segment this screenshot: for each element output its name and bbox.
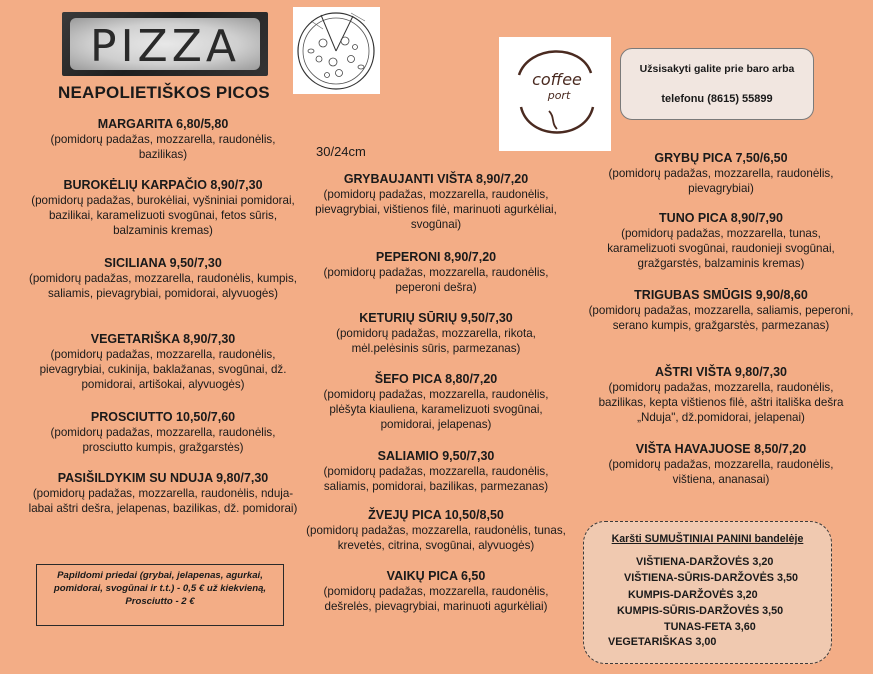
- panini-item: VEGETARIŠKAS 3,00: [608, 636, 717, 648]
- menu-item-siciliana: [28, 256, 298, 301]
- menu-item-pasisildykim-su-nduja: [28, 471, 298, 516]
- menu-item-desc: (pomidorų padažas, mozzarella, raudonėlis, bazilikas): [50, 133, 276, 161]
- extras-line: Prosciutto - 2 €: [125, 596, 195, 607]
- menu-item-desc: (pomidorų padažas, mozzarella, raudonėlis, pievagrybiai, cukinija, baklažanas, svogūnai, dž. pomidorai, artišokai, alyvuogės): [39, 348, 287, 391]
- menu-item-name: GRYBŲ PICA 7,50/6,50: [654, 151, 788, 165]
- menu-item-desc: (pomidorų padažas, mozzarella, saliamis, peperoni, serano kumpis, gražgarstės, parmezanas): [588, 304, 854, 332]
- menu-item-name: ŽVEJŲ PICA 10,50/8,50: [368, 508, 504, 522]
- menu-item-trigubas-smugis: [586, 288, 856, 333]
- order-info-box: [620, 48, 814, 120]
- menu-item-desc: (pomidorų padažas, mozzarella, raudonėlis, plėšyta kiauliena, karamelizuoti svogūnai, pomidorai, jelapenas): [323, 388, 549, 431]
- menu-item-desc: (pomidorų padažas, mozzarella, tunas, karamelizuoti svogūnai, raudonieji svogūnai, gražgarstės, balzaminis kremas): [607, 227, 835, 270]
- menu-item-name: TUNO PICA 8,90/7,90: [659, 211, 783, 225]
- panini-item: TUNAS-FETA 3,60: [664, 621, 756, 633]
- pizza-sketch-image: [293, 7, 380, 94]
- extras-line: Papildomi priedai (grybai, jelapenas, agurkai,: [57, 570, 263, 581]
- menu-item-name: MARGARITA 6,80/5,80: [97, 117, 229, 131]
- menu-item-sefo-pica: [306, 372, 566, 432]
- menu-item-name: ŠEFO PICA 8,80/7,20: [374, 372, 498, 386]
- size-note: 30/24cm: [316, 144, 366, 159]
- menu-item-vegetariska: [28, 332, 298, 392]
- menu-item-name: VAIKŲ PICA 6,50: [386, 569, 486, 583]
- panini-box: [583, 521, 832, 664]
- panini-item: VIŠTIENA-SŪRIS-DARŽOVĖS 3,50: [624, 572, 798, 584]
- menu-item-grybu-pica: [586, 151, 856, 196]
- menu-item-name: PASIŠILDYKIM SU NDUJA 9,80/7,30: [57, 471, 269, 485]
- menu-item-tuno-pica: [586, 211, 856, 271]
- menu-item-desc: (pomidorų padažas, mozzarella, raudonėlis, vištiena, ananasai): [608, 458, 834, 486]
- menu-item-keturiu-suriu: [306, 311, 566, 356]
- menu-item-margarita: [28, 117, 298, 162]
- extras-box: [36, 564, 284, 626]
- extras-line: pomidorai, svogūnai ir t.t.) - 0,5 € už kiekvieną,: [53, 583, 267, 594]
- menu-item-zveju-pica: [306, 508, 566, 553]
- menu-item-name: PEPERONI 8,90/7,20: [375, 250, 497, 264]
- section-title: NEAPOLIETIŠKOS PICOS: [58, 83, 270, 102]
- coffee-logo-word: coffee: [532, 70, 582, 89]
- order-info-line1: Užsisakyti galite prie baro arba: [639, 63, 795, 75]
- pizza-logo: [62, 12, 268, 76]
- menu-item-burokeliu-karpacio: [28, 178, 298, 238]
- menu-item-desc: (pomidorų padažas, mozzarella, raudonėlis, pievagrybiai, vištienos filė, marinuoti agurkėliai, svogūnai): [315, 188, 557, 231]
- menu-item-desc: (pomidorų padažas, mozzarella, raudonėlis, kumpis, saliamis, pievagrybiai, pomidorai, alyvuogės): [28, 272, 298, 300]
- panini-item: KUMPIS-DARŽOVĖS 3,20: [628, 589, 758, 601]
- panini-title: Karšti SUMUŠTINIAI PANINI bandelėje: [611, 533, 804, 545]
- pizza-logo-text: PIZZA: [90, 21, 240, 72]
- menu-item-name: VEGETARIŠKA 8,90/7,30: [90, 332, 236, 346]
- menu-item-vaiku-pica: [306, 569, 566, 614]
- menu-item-name: AŠTRI VIŠTA 9,80/7,30: [655, 365, 787, 379]
- menu-item-desc: (pomidorų padažas, mozzarella, raudonėlis, nduja-labai aštri dešra, jelapenas, bazilikas, dž. pomidorai): [28, 487, 298, 515]
- panini-item: KUMPIS-SŪRIS-DARŽOVĖS 3,50: [617, 605, 784, 617]
- menu-item-name: GRYBAUJANTI VIŠTA 8,90/7,20: [343, 172, 529, 186]
- menu-item-desc: (pomidorų padažas, mozzarella, raudonėlis, tunas, krevetės, citrina, svogūnai, alyvuogės): [306, 524, 566, 552]
- menu-item-saliamio: [306, 449, 566, 494]
- menu-item-name: VIŠTA HAVAJUOSE 8,50/7,20: [635, 442, 807, 456]
- menu-item-desc: (pomidorų padažas, mozzarella, raudonėlis, bazilikas, kepta vištienos filė, aštri itališka dešra „Nduja", dž.pomidorai, jelapenai): [598, 381, 844, 424]
- menu-item-name: KETURIŲ SŪRIŲ 9,50/7,30: [359, 311, 513, 325]
- menu-item-peperoni: [306, 250, 566, 295]
- menu-item-name: BUROKĖLIŲ KARPAČIO 8,90/7,30: [63, 178, 263, 192]
- panini-item: VIŠTIENA-DARŽOVĖS 3,20: [636, 556, 774, 568]
- menu-item-desc: (pomidorų padažas, mozzarella, raudonėlis, pievagrybiai): [608, 167, 834, 195]
- coffee-port-logo: [499, 37, 611, 151]
- menu-item-desc: (pomidorų padažas, mozzarella, raudonėlis, dešrelės, pievagrybiai, marinuoti agurkėliai): [323, 585, 549, 613]
- menu-item-name: PROSCIUTTO 10,50/7,60: [90, 410, 236, 424]
- menu-item-desc: (pomidorų padažas, burokėliai, vyšniniai pomidorai, bazilikai, karamelizuoti svogūnai, fetos sūris, balzaminis kremas): [31, 194, 295, 237]
- menu-item-vista-havajuose: [586, 442, 856, 487]
- order-info-phone: telefonu (8615) 55899: [661, 93, 773, 105]
- menu-item-astri-vista: [586, 365, 856, 425]
- menu-item-desc: (pomidorų padažas, mozzarella, raudonėlis, saliamis, pomidorai, bazilikas, parmezanas): [323, 465, 549, 493]
- menu-item-desc: (pomidorų padažas, mozzarella, rikota, mėl.pelėsinis sūris, parmezanas): [336, 327, 536, 355]
- menu-item-name: TRIGUBAS SMŪGIS 9,90/8,60: [634, 288, 808, 302]
- menu-item-desc: (pomidorų padažas, mozzarella, raudonėlis, prosciutto kumpis, gražgarstės): [50, 426, 276, 454]
- port-logo-word: port: [547, 89, 571, 102]
- menu-item-name: SICILIANA 9,50/7,30: [104, 256, 222, 270]
- menu-item-prosciutto: [28, 410, 298, 455]
- menu-item-grybaujanti-vista: [306, 172, 566, 232]
- menu-item-name: SALIAMIO 9,50/7,30: [377, 449, 495, 463]
- menu-item-desc: (pomidorų padažas, mozzarella, raudonėlis, peperoni dešra): [323, 266, 549, 294]
